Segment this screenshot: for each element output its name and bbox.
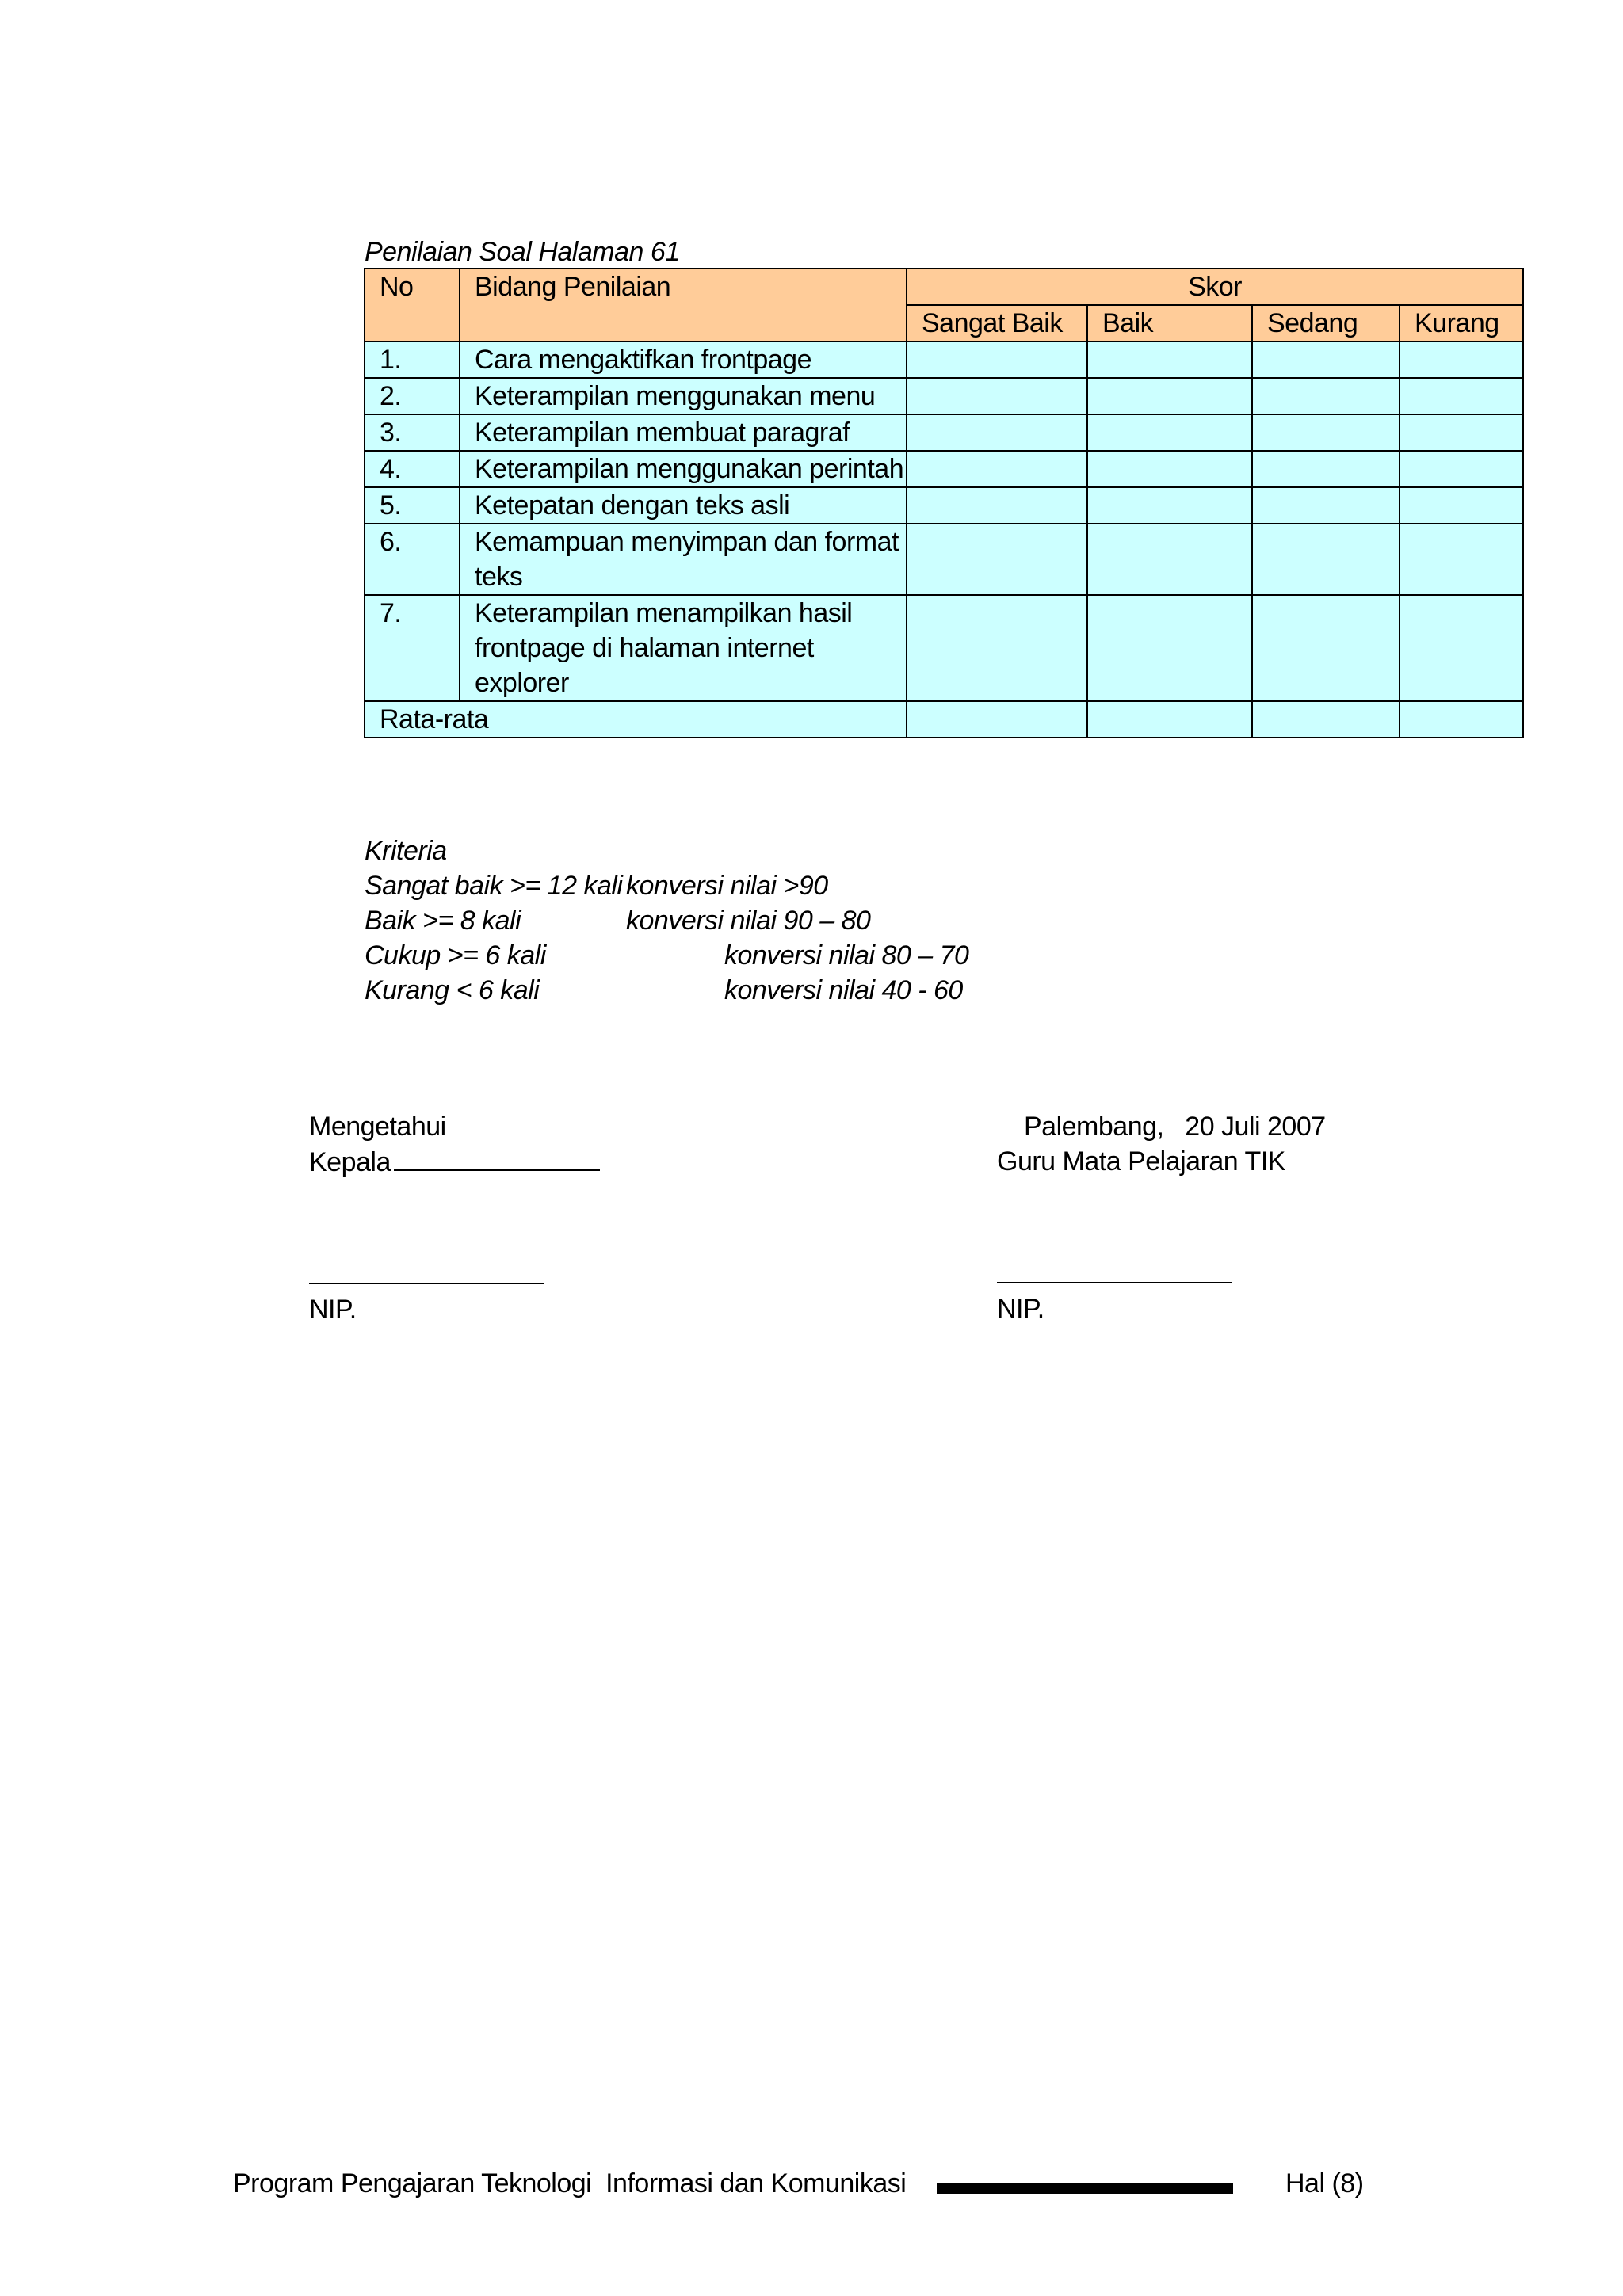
header-sedang: Sedang — [1252, 305, 1400, 341]
criteria-item — [365, 973, 1078, 1008]
row-no: 4. — [365, 451, 460, 487]
row-bidang: Cara mengaktifkan frontpage — [460, 341, 907, 378]
header-row — [365, 269, 1523, 305]
score-cell — [907, 451, 1087, 487]
score-cell — [1400, 595, 1523, 701]
table-row — [365, 414, 1523, 451]
score-cell — [1400, 414, 1523, 451]
page-footer — [233, 2166, 1406, 2201]
score-cell — [1252, 524, 1400, 595]
header-kurang: Kurang — [1400, 305, 1523, 341]
table-row — [365, 378, 1523, 414]
criteria-item — [365, 938, 1078, 973]
score-table — [364, 268, 1524, 738]
footer-bar — [937, 2183, 1233, 2194]
average-label: Rata-rata — [365, 701, 907, 738]
score-cell — [1087, 414, 1252, 451]
criteria-conversion: konversi nilai 80 – 70 — [724, 940, 969, 971]
header-baik: Baik — [1087, 305, 1252, 341]
criteria-item — [365, 903, 1078, 938]
criteria-conversion: konversi nilai 90 – 80 — [626, 906, 871, 936]
sign-left-line1: Mengetahui — [309, 1112, 446, 1142]
score-cell — [1087, 524, 1252, 595]
score-cell — [1087, 595, 1252, 701]
row-bidang: Ketepatan dengan teks asli — [460, 487, 907, 524]
score-cell — [907, 487, 1087, 524]
row-bidang: Keterampilan menampilkan hasil frontpage di halaman internet explorer — [460, 595, 907, 701]
signature-right — [997, 1109, 1326, 1326]
signature-line-left — [309, 1283, 544, 1284]
nip-right: NIP. — [997, 1294, 1044, 1324]
score-cell — [1087, 341, 1252, 378]
criteria-item — [365, 868, 1078, 903]
header-sangat-baik: Sangat Baik — [907, 305, 1087, 341]
footer-page-number: Hal (8) — [1285, 2168, 1364, 2199]
signature-line-right — [997, 1282, 1232, 1283]
footer-title: Program Pengajaran Teknologi Informasi dan Komunikasi — [233, 2168, 907, 2199]
row-bidang: Keterampilan menggunakan perintah — [460, 451, 907, 487]
score-cell — [1087, 451, 1252, 487]
criteria-conversion: konversi nilai 40 - 60 — [724, 975, 963, 1005]
row-no: 7. — [365, 595, 460, 701]
score-cell — [907, 701, 1087, 738]
row-bidang: Kemampuan menyimpan dan format teks — [460, 524, 907, 595]
row-bidang: Keterampilan menggunakan menu — [460, 378, 907, 414]
score-cell — [1400, 378, 1523, 414]
score-cell — [1400, 341, 1523, 378]
score-cell — [1087, 701, 1252, 738]
header-skor: Skor — [907, 269, 1523, 305]
criteria-label: Baik >= 8 kali — [365, 906, 521, 936]
score-cell — [1252, 487, 1400, 524]
row-no: 6. — [365, 524, 460, 595]
score-cell — [1400, 524, 1523, 595]
table-row — [365, 451, 1523, 487]
sign-right-line1: Palembang, 20 Juli 2007 — [1024, 1112, 1326, 1142]
score-cell — [1087, 487, 1252, 524]
score-cell — [907, 341, 1087, 378]
table-caption: Penilaian Soal Halaman 61 — [365, 237, 680, 267]
row-bidang: Keterampilan membuat paragraf — [460, 414, 907, 451]
nip-left: NIP. — [309, 1295, 357, 1325]
score-cell — [907, 524, 1087, 595]
criteria-block — [365, 833, 1078, 1008]
average-row — [365, 701, 1523, 738]
score-cell — [1252, 378, 1400, 414]
sign-left-title: Kepala — [309, 1147, 391, 1177]
score-cell — [1252, 414, 1400, 451]
score-cell — [1400, 487, 1523, 524]
score-cell — [1087, 378, 1252, 414]
criteria-label: Cukup >= 6 kali — [365, 940, 546, 971]
row-no: 1. — [365, 341, 460, 378]
table-row — [365, 341, 1523, 378]
criteria-title: Kriteria — [365, 836, 447, 866]
criteria-label: Kurang < 6 kali — [365, 975, 540, 1005]
sign-right-line2: Guru Mata Pelajaran TIK — [997, 1146, 1285, 1177]
score-cell — [1400, 451, 1523, 487]
score-cell — [1252, 451, 1400, 487]
score-cell — [1252, 341, 1400, 378]
score-cell — [1252, 701, 1400, 738]
score-cell — [1400, 701, 1523, 738]
table-row — [365, 487, 1523, 524]
score-cell — [907, 378, 1087, 414]
row-no: 2. — [365, 378, 460, 414]
score-cell — [907, 595, 1087, 701]
row-no: 3. — [365, 414, 460, 451]
criteria-conversion: konversi nilai >90 — [626, 871, 828, 901]
row-no: 5. — [365, 487, 460, 524]
kepala-blank-line — [394, 1144, 600, 1171]
table-row — [365, 595, 1523, 701]
criteria-label: Sangat baik >= 12 kali — [365, 871, 623, 901]
score-cell — [907, 414, 1087, 451]
header-no: No — [365, 269, 460, 341]
header-bidang: Bidang Penilaian — [460, 269, 907, 341]
score-cell — [1252, 595, 1400, 701]
sign-left-line2 — [309, 1144, 600, 1180]
signature-left — [309, 1109, 600, 1327]
table-row — [365, 524, 1523, 595]
